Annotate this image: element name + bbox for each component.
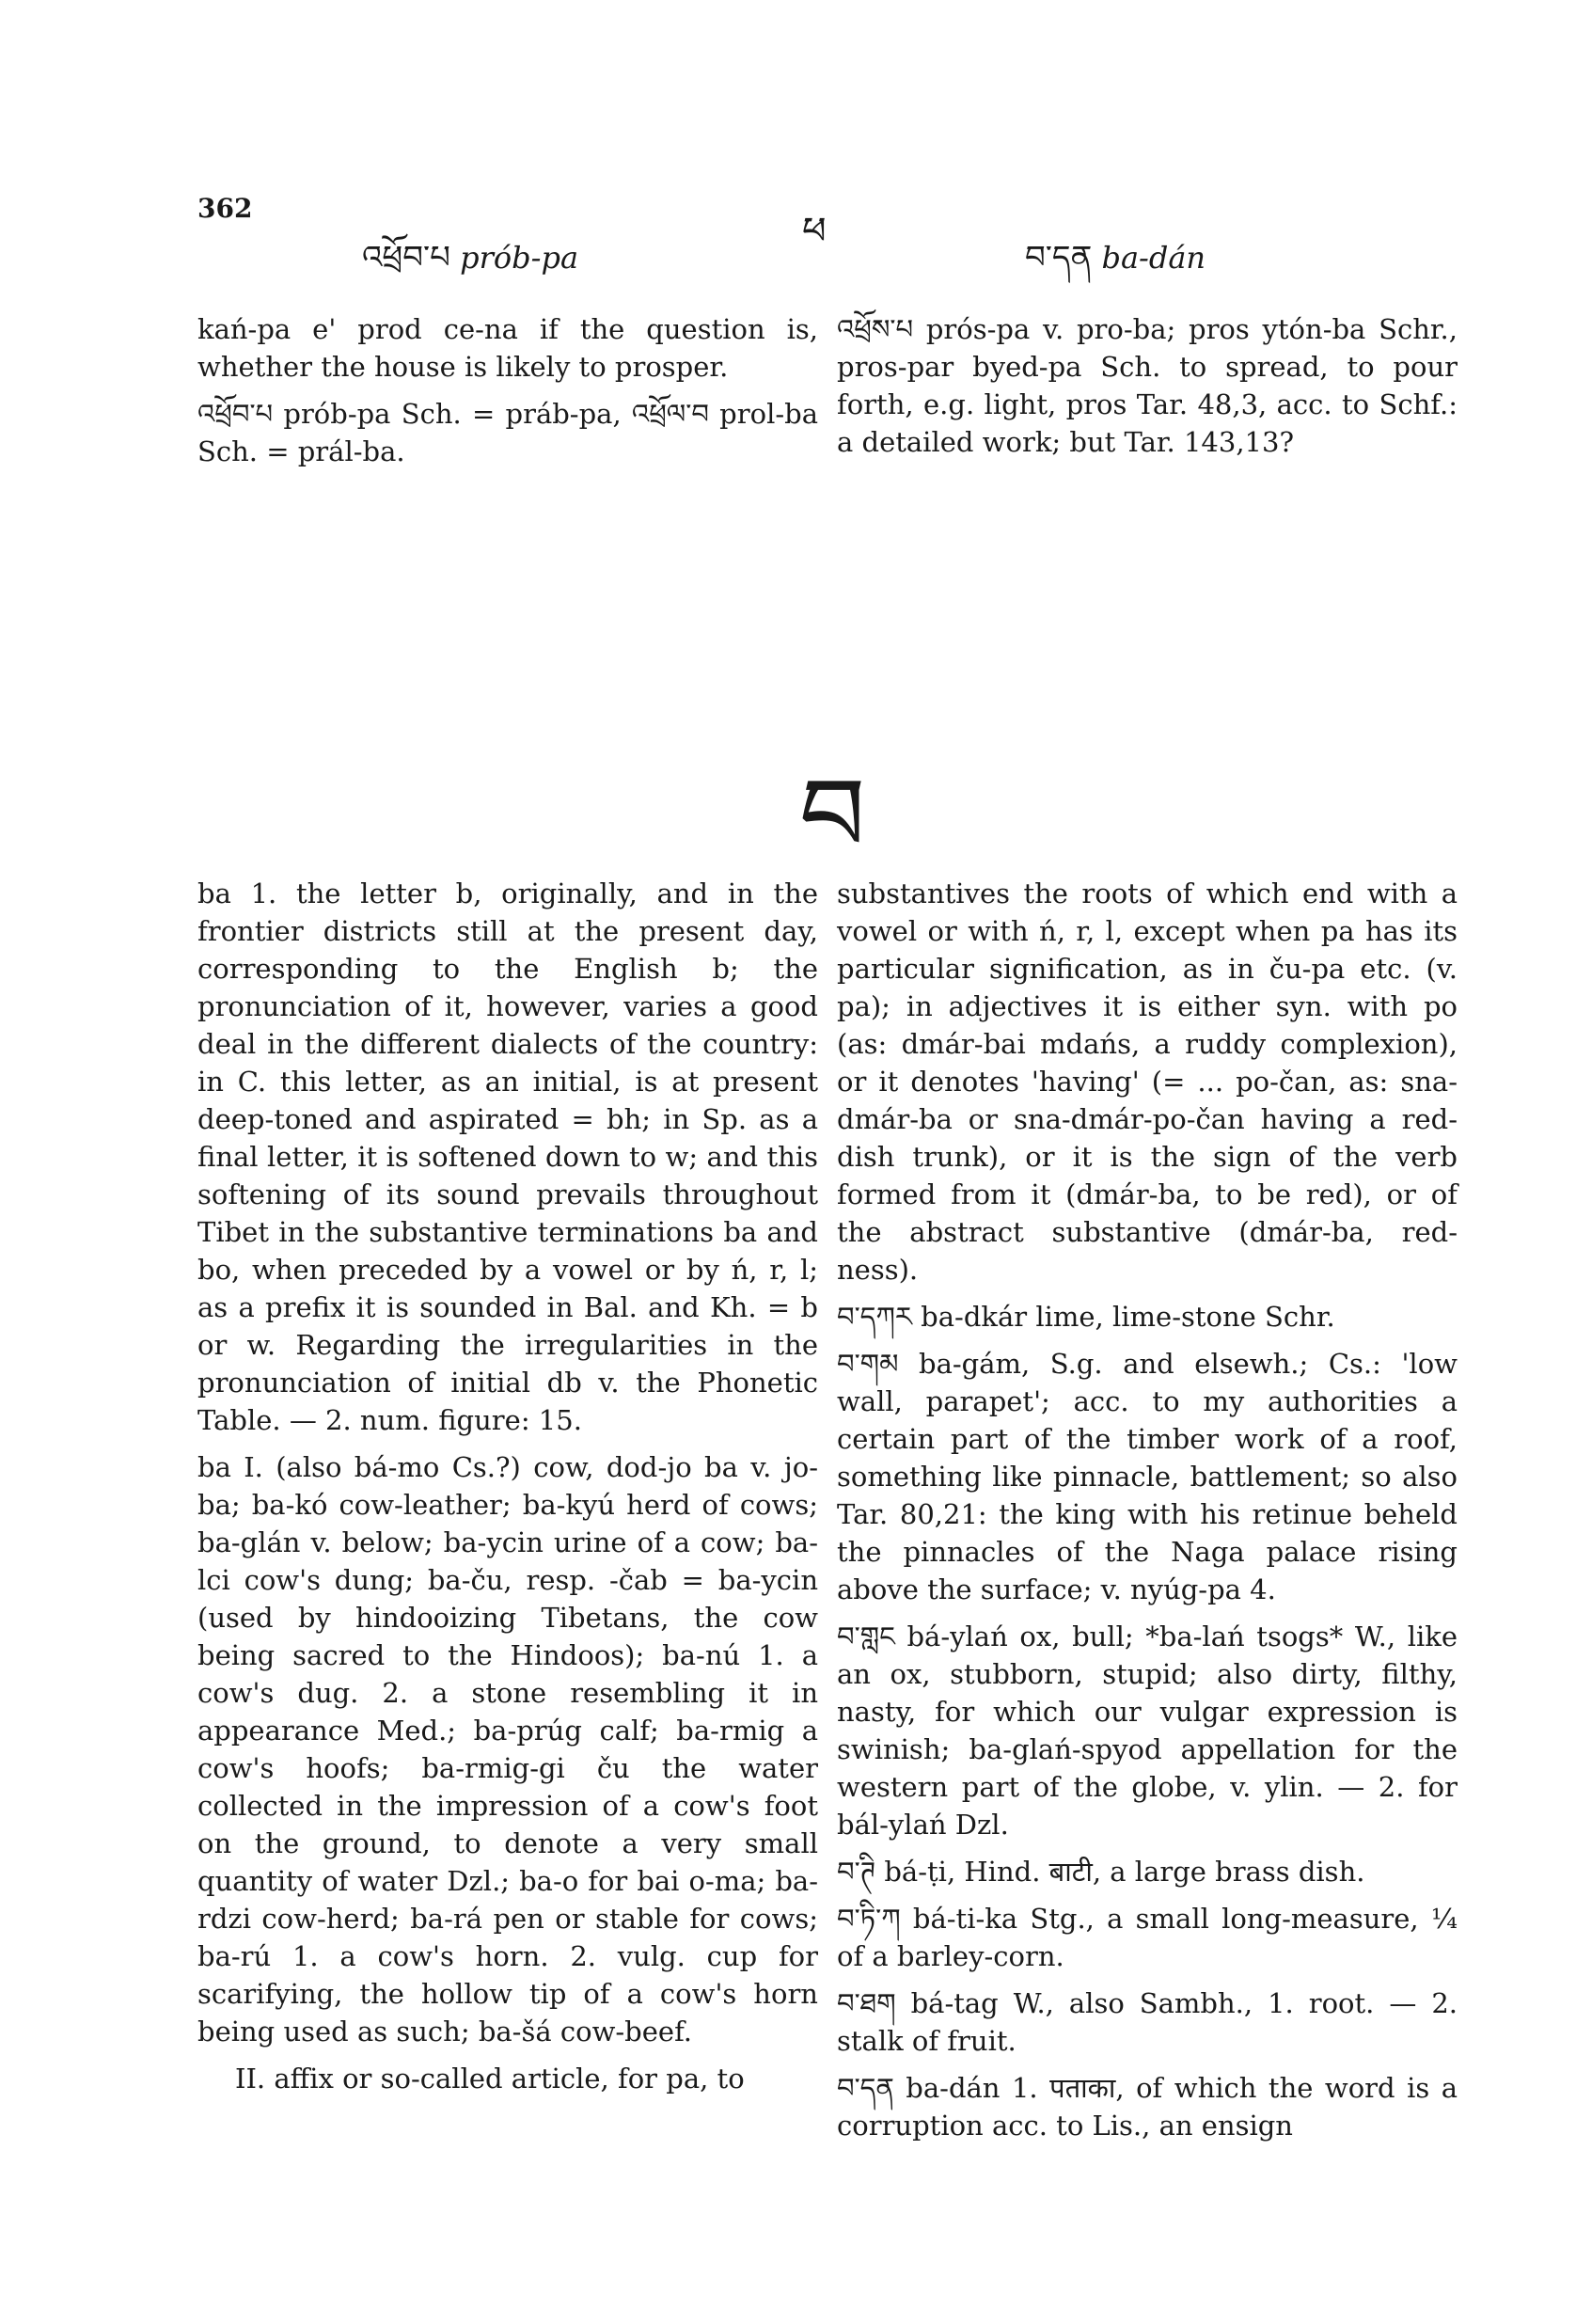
top-left-column [197,310,818,480]
center-letter-mark: ཕ [802,210,827,253]
header-left-tibetan: འཕྲོབ་པ [362,239,450,277]
entry-ba-cow: ba I. (also bá-mo Cs.?) cow, dod-jo ba v. jo-ba; ba-kó cow-leather; ba-kyú herd of cows; ba-glán v. below; ba-ycin urine of a cow; ba-lci cow's dung; ba-ču, resp. -čab = ba-ycin (used by hindooizing Tibetans, the cow being sacred to the Hindoos); ba-nú 1. a cow's dug. 2. a stone resembling it in appearance Med.; ba-prúg calf; ba-rmig a cow's hoofs; ba-rmig-gi ču the water collected in the impression of a cow's foot on the ground, to denote a very small quantity of water Dzl.; ba-o for bai o-ma; ba-rdzi cow-herd; ba-rá pen or stable for cows; ba-rú 1. a cow's horn. 2. vulg. cup for scarifying, the hollow tip of a cow's horn being used as such; ba-šá cow-beef. [197,1451,818,2047]
main-left-column [197,875,818,2107]
entry-ba-affix-cont: substantives the roots of which end with a vowel or with ń, r, l, except when pa has its particular signification, as in ču-pa etc. (v. pa); in adjectives it is either syn. with po (as: dmár-bai mdańs, a ruddy complexion), or it denotes 'having' (= ... po-čan, as: sna-dmár-ba or sna-dmár-po-čan having a red-dish trunk), or it is the sign of the verb formed from it (dmár-ba, to be red), or of the abstract substantive (dmár-ba, red-ness). [837,877,1458,1286]
entry-ba-ylan: བ་གླང bá-ylań ox, bull; *ba-lań tsogs* W., like an ox, stubborn, stupid; also dirty, filthy, nasty, for which our vulgar expression is swinish; ba-glań-spyod appellation for the western part of the globe, v. ylin. — 2. for bál-ylań Dzl. [837,1620,1458,1841]
section-letter: བ [799,755,866,876]
entry-ba-gam: བ་གམ ba-gám, S.g. and elsewh.; Cs.: 'low wall, parapet'; acc. to my authorities a certain part of the timber work of a roof, something like pinnacle, battlement; so also Tar. 80,21: the king with his retinue beheld the pinnacles of the Naga palace rising above the surface; v. nyúg-pa 4. [837,1348,1458,1605]
header-left-term: prób-pa [460,240,579,276]
entry-ba-tag: བ་ཐག bá-tag W., also Sambh., 1. root. — 2. stalk of fruit. [837,1987,1458,2057]
entry-ba-1: ba 1. the letter b, originally, and in the frontier districts still at the present day, corresponding to the English b; the pronunciation of it, however, varies a good deal in the different dialects of the country: in C. this letter, as an initial, is at present deep-toned and aspirated = bh; in Sp. as a final letter, it is softened down to w; and this softening of its sound prevails throughout Tibet in the substantive terminations ba and bo, when preceded by a vowel or by ń, r, l; as a prefix it is sounded in Bal. and Kh. = b or w. Regarding the irregularities in the pronunciation of initial db v. the Phonetic Table. — 2. num. figure: 15. [197,877,818,1436]
header-left-guideword [362,221,578,311]
header-right-tibetan: བ་དན [1025,239,1093,277]
entry-pros-pa: འཕྲོས་པ prós-pa v. pro-ba; pros ytón-ba Schr., pros-par byed-pa Sch. to spread, to pour forth, e.g. light, pros Tar. 48,3, acc. to Schf.: a detailed work; but Tar. 143,13? [837,313,1458,458]
entry-ba-dan: བ་དན ba-dán 1. पताका, of which the word is a corruption acc. to Lis., an ensign [837,2072,1458,2142]
entry-ba-ti-ka: བ་ཏི་ཀ bá-ti-ka Stg., a small long-measure, ¼ of a barley-corn. [837,1903,1458,1972]
entry-continuation: kań-pa e' prod ce-na if the question is, whether the house is likely to prosper. [197,313,818,383]
main-right-column [837,875,1458,2154]
entry-ba-dkar: བ་དཀར ba-dkár lime, lime-stone Schr. [837,1301,1335,1333]
entry-prob-pa: འཕྲོབ་པ prób-pa Sch. = práb-pa, འཕྲོལ་བ prol-ba Sch. = prál-ba. [197,398,818,467]
top-right-column [837,310,1458,470]
entry-ba-ti: བ་ཊི bá-ṭi, Hind. बाटी, a large brass dish. [837,1856,1365,1888]
entry-ba-affix: II. affix or so-called article, for pa, to [235,2063,745,2095]
header-right-term: ba-dán [1101,240,1206,276]
page-number: 362 [197,193,253,224]
header-right-guideword [1025,221,1206,311]
